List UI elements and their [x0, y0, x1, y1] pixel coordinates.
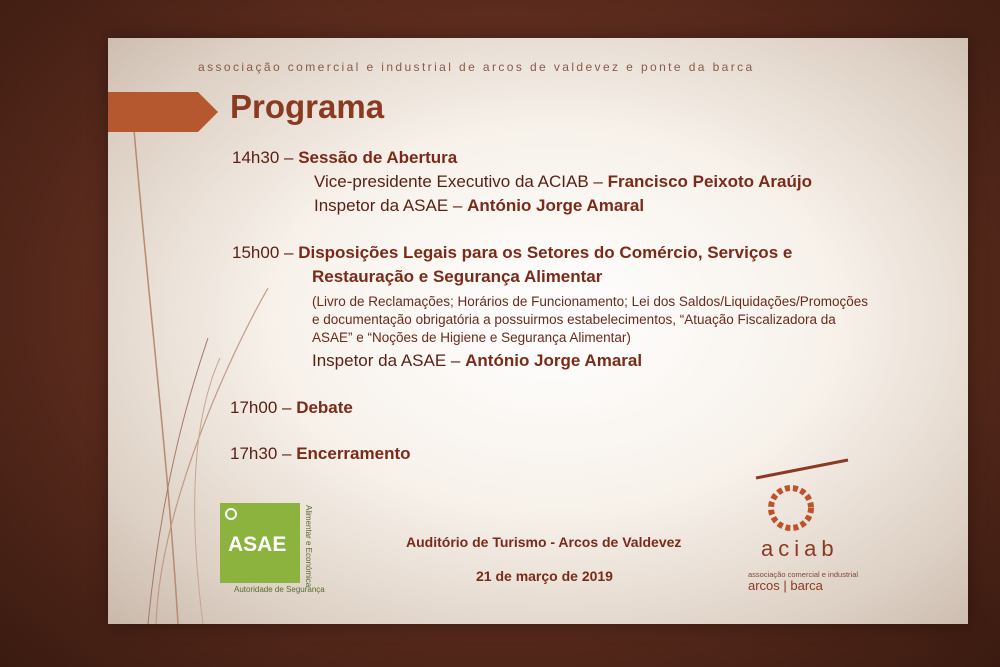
item-time: 15h00 –: [232, 243, 294, 262]
item-title: Debate: [296, 398, 353, 417]
aciab-logo-word: aciab: [761, 536, 839, 561]
asae-logo-side: Alimentar e Económica: [304, 505, 313, 588]
speaker-name: António Jorge Amaral: [467, 196, 645, 215]
event-venue: Auditório de Turismo - Arcos de Valdevez: [406, 534, 682, 550]
note-line: e documentação obrigatória a possuirmos estabelecimentos, “Atuação Fiscalizadora da: [312, 312, 836, 327]
asae-logo: [220, 503, 325, 594]
aciab-logo-locations: arcos | barca: [748, 578, 823, 593]
program-item-opening: [232, 148, 812, 216]
program-item-legal: [232, 243, 869, 371]
note-line: ASAE” e “Noções de Higiene e Segurança Alimentar): [312, 330, 631, 345]
speaker-name: António Jorge Amaral: [465, 351, 643, 370]
speaker-role: Vice-presidente Executivo da ACIAB –: [314, 172, 603, 191]
org-header: associação comercial e industrial de arcos de valdevez e ponte da barca: [198, 60, 755, 74]
asae-circle-icon: [224, 507, 238, 521]
speaker-name: Francisco Peixoto Araújo: [607, 172, 812, 191]
item-title: Disposições Legais para os Setores do Comércio, Serviços e: [298, 243, 793, 262]
asae-logo-subtitle: Autoridade de Segurança: [234, 585, 325, 594]
item-time: 17h00 –: [230, 398, 292, 417]
aciab-logo: [748, 458, 858, 608]
speaker-role: Inspetor da ASAE –: [314, 196, 463, 215]
speaker-role: Inspetor da ASAE –: [312, 351, 461, 370]
event-date: 21 de março de 2019: [476, 568, 613, 584]
title-arrow-icon: [108, 92, 218, 132]
item-time: 17h30 –: [230, 444, 292, 463]
program-item-closing: [230, 444, 411, 464]
asae-logo-word: ASAE: [228, 533, 287, 556]
aciab-logo-subtitle: associação comercial e industrial: [748, 570, 859, 579]
item-title-cont: Restauração e Segurança Alimentar: [312, 267, 603, 286]
projected-slide: [108, 38, 968, 624]
item-title: Encerramento: [296, 444, 411, 463]
program-item-debate: [230, 398, 353, 418]
item-time: 14h30 –: [232, 148, 294, 167]
item-title: Sessão de Abertura: [298, 148, 458, 167]
aciab-mark-icon: [748, 458, 858, 538]
slide-title: Programa: [230, 88, 385, 125]
item-note: [312, 293, 869, 347]
note-line: (Livro de Reclamações; Horários de Funcionamento; Lei dos Saldos/Liquidações/Promoções: [312, 294, 869, 309]
